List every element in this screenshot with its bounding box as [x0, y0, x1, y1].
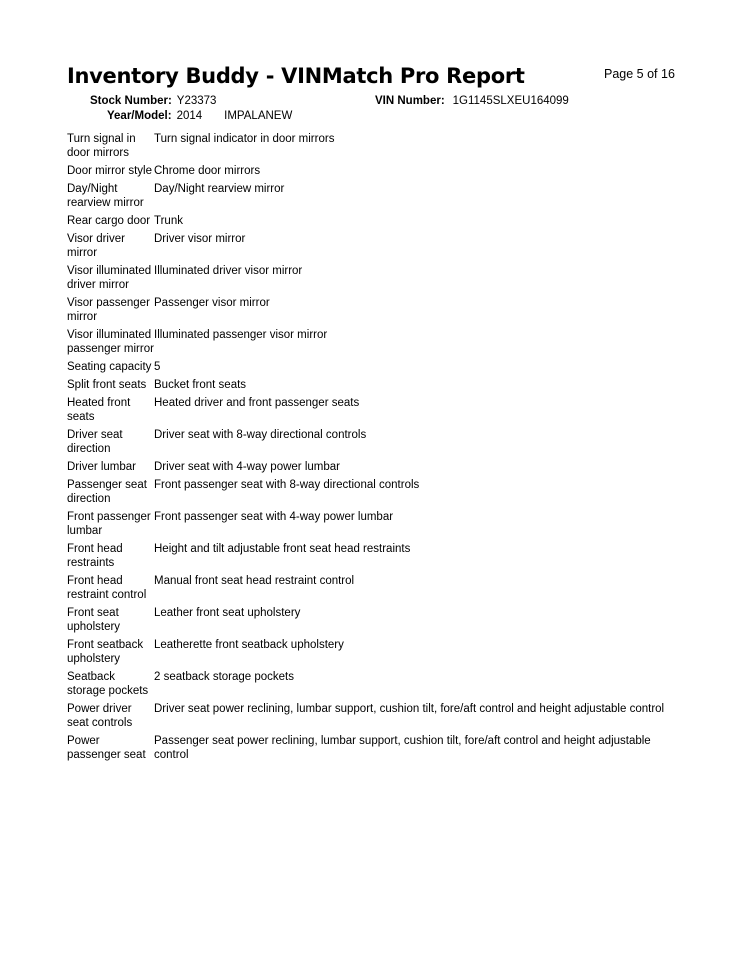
spec-value: Driver visor mirror: [154, 233, 246, 245]
year-value: 2014: [176, 110, 203, 122]
spec-value: 2 seatback storage pockets: [154, 671, 294, 683]
spec-row: [67, 164, 687, 178]
spec-name: Heated front seats: [67, 397, 131, 423]
spec-name: Seatback storage pockets: [67, 671, 149, 697]
spec-value: Leatherette front seatback upholstery: [154, 639, 344, 651]
spec-table: [67, 132, 687, 766]
spec-value: Trunk: [154, 215, 183, 227]
spec-row: [67, 296, 687, 324]
spec-row: [67, 460, 687, 474]
spec-row: [67, 638, 687, 666]
spec-value: Manual front seat head restraint control: [154, 575, 355, 587]
spec-value: Turn signal indicator in door mirrors: [154, 133, 335, 145]
spec-row: [67, 132, 687, 160]
spec-name: Front seatback upholstery: [67, 639, 144, 665]
spec-row: [67, 360, 687, 374]
spec-name: Visor passenger mirror: [67, 297, 150, 323]
spec-name: Front seat upholstery: [67, 607, 121, 633]
spec-name: Front passenger lumbar: [67, 511, 151, 537]
spec-value: Height and tilt adjustable front seat head restraints: [154, 543, 411, 555]
spec-name: Door mirror style: [67, 165, 152, 177]
report-title: Inventory Buddy - VINMatch Pro Report: [67, 64, 525, 88]
spec-value: Chrome door mirrors: [154, 165, 261, 177]
spec-name: Driver seat direction: [67, 429, 123, 455]
spec-value: Passenger seat power reclining, lumbar support, cushion tilt, fore/aft control and height adjustable control: [154, 735, 651, 761]
spec-row: [67, 542, 687, 570]
spec-row: [67, 264, 687, 292]
spec-name: Seating capacity: [67, 361, 152, 373]
stock-number-row: [90, 95, 216, 107]
vin-number-value: 1G1145SLXEU164099: [452, 95, 569, 107]
vin-number-label: VIN Number:: [375, 95, 445, 107]
spec-value: Driver seat power reclining, lumbar support, cushion tilt, fore/aft control and height adjustable control: [154, 703, 665, 715]
spec-name: Visor illuminated driver mirror: [67, 265, 152, 291]
spec-row: [67, 396, 687, 424]
spec-name: Passenger seat direction: [67, 479, 147, 505]
spec-name: Power passenger seat: [67, 735, 146, 761]
spec-row: [67, 574, 687, 602]
spec-value: Front passenger seat with 4-way power lumbar: [154, 511, 394, 523]
year-model-row: [107, 110, 292, 122]
vin-number-row: [375, 95, 569, 107]
spec-row: [67, 478, 687, 506]
spec-name: Split front seats: [67, 379, 147, 391]
spec-value: Heated driver and front passenger seats: [154, 397, 360, 409]
spec-name: Day/Night rearview mirror: [67, 183, 144, 209]
spec-row: [67, 510, 687, 538]
spec-name: Visor driver mirror: [67, 233, 125, 259]
spec-value: 5: [154, 361, 161, 373]
year-model-label: Year/Model:: [107, 110, 172, 122]
stock-number-value: Y23373: [176, 95, 217, 107]
spec-name: Visor illuminated passenger mirror: [67, 329, 154, 355]
spec-name: Power driver seat controls: [67, 703, 133, 729]
spec-value: Illuminated driver visor mirror: [154, 265, 303, 277]
spec-name: Rear cargo door: [67, 215, 151, 227]
spec-row: [67, 378, 687, 392]
spec-row: [67, 232, 687, 260]
spec-value: Illuminated passenger visor mirror: [154, 329, 328, 341]
spec-name: Driver lumbar: [67, 461, 137, 473]
spec-value: Bucket front seats: [154, 379, 247, 391]
spec-value: Leather front seat upholstery: [154, 607, 301, 619]
spec-name: Front head restraint control: [67, 575, 147, 601]
spec-value: Driver seat with 4-way power lumbar: [154, 461, 340, 473]
page-number: Page 5 of 16: [604, 67, 675, 81]
spec-name: Front head restraints: [67, 543, 123, 569]
spec-value: Front passenger seat with 8-way directional controls: [154, 479, 420, 491]
spec-value: Day/Night rearview mirror: [154, 183, 285, 195]
spec-row: [67, 214, 687, 228]
spec-row: [67, 328, 687, 356]
spec-row: [67, 428, 687, 456]
spec-row: [67, 670, 687, 698]
spec-row: [67, 702, 687, 730]
stock-number-label: Stock Number:: [90, 95, 172, 107]
spec-name: Turn signal in door mirrors: [67, 133, 136, 159]
spec-value: Driver seat with 8-way directional controls: [154, 429, 367, 441]
spec-row: [67, 734, 687, 762]
spec-row: [67, 182, 687, 210]
model-value: IMPALANEW: [224, 110, 293, 122]
spec-value: Passenger visor mirror: [154, 297, 270, 309]
spec-row: [67, 606, 687, 634]
